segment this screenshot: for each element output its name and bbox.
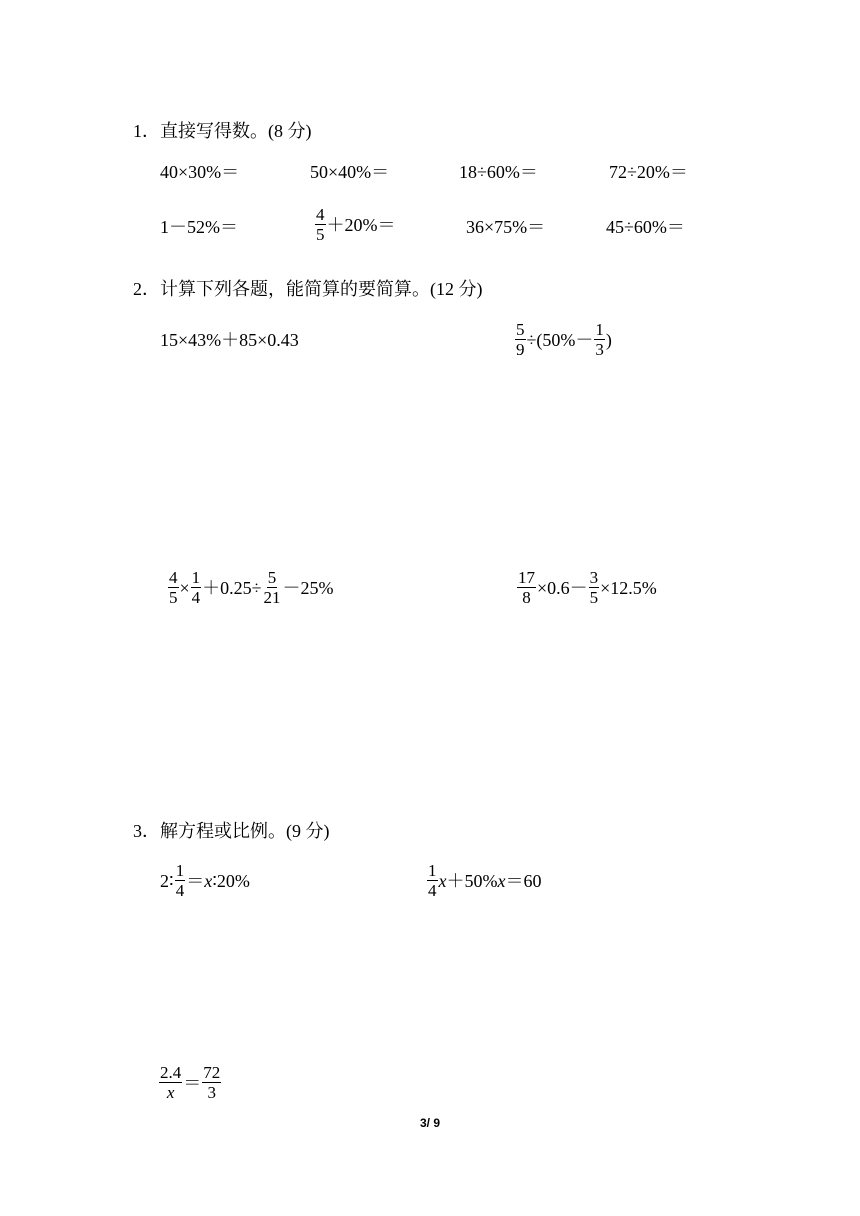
q2-problem-2: $\frac{5}{9}$ ÷(50%－ $\frac{1}{3}$ ) bbox=[516, 320, 612, 359]
q2-problem-3: $\frac{4}{5}$ × $\frac{1}{4}$ ＋0.25÷ $\frac{5}{21}$ －25% bbox=[169, 568, 334, 607]
q1-item-1: 40×30%＝ bbox=[160, 162, 240, 182]
q1-item-7: 36×75%＝ bbox=[466, 217, 546, 237]
fraction: $\frac{3}{5}$ bbox=[589, 568, 599, 607]
fraction: $\frac{4}{5}$ bbox=[169, 568, 178, 607]
q1-item-2: 50×40%＝ bbox=[310, 162, 390, 182]
fraction: $\frac{1}{3}$ bbox=[595, 320, 604, 359]
q2-heading: 2．计算下列各题，能简算的要简算。(12 分) bbox=[133, 279, 483, 299]
fraction: $\frac{5}{9}$ bbox=[516, 320, 525, 359]
q3-equation-1: 2∶ $\frac{1}{4}$ ＝ x ∶20% bbox=[160, 861, 250, 900]
page-number: 3/ 9 bbox=[419, 1116, 440, 1130]
fraction: $\frac{72}{3}$ bbox=[203, 1063, 221, 1102]
q2-problem-1: 15×43%＋85×0.43 bbox=[160, 330, 299, 350]
fraction: $\frac{5}{21}$ bbox=[263, 568, 281, 607]
fraction: $\frac{1}{4}$ bbox=[428, 861, 437, 900]
q1-item-6: $\frac{4}{5}$ ＋20%＝ bbox=[316, 205, 396, 244]
q1-item-5: 1－52%＝ bbox=[160, 217, 238, 237]
q1-item-4: 72÷20%＝ bbox=[609, 162, 688, 182]
q1-item-8: 45÷60%＝ bbox=[606, 217, 685, 237]
fraction: $\frac{1}{4}$ bbox=[175, 861, 185, 900]
fraction: $\frac{1}{4}$ bbox=[191, 568, 201, 607]
q3-equation-3: $\frac{2.4}{x}$ ＝ $\frac{72}{3}$ bbox=[160, 1063, 221, 1102]
q2-problem-4: $\frac{17}{8}$ ×0.6－ $\frac{3}{5}$ ×12.5% bbox=[518, 568, 657, 607]
q3-equation-2: $\frac{1}{4}$ x ＋50% x ＝60 bbox=[428, 861, 542, 900]
q3-heading: 3．解方程或比例。(9 分) bbox=[133, 821, 330, 841]
fraction: $\frac{2.4}{x}$ bbox=[160, 1063, 182, 1102]
q1-heading: 1．直接写得数。(8 分) bbox=[133, 121, 312, 141]
fraction: $\frac{17}{8}$ bbox=[518, 568, 535, 607]
fraction: $\frac{4}{5}$ bbox=[316, 205, 325, 244]
q1-item-3: 18÷60%＝ bbox=[459, 162, 538, 182]
